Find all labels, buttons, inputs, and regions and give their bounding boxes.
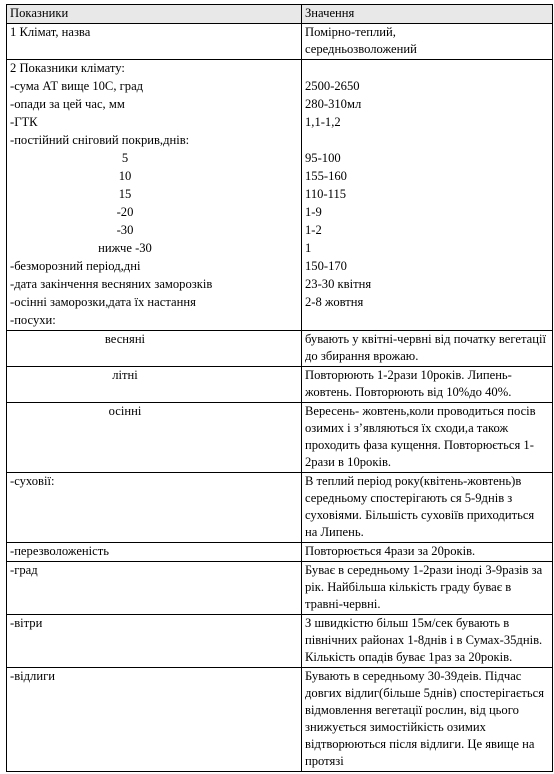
drought-season-label <box>7 331 302 367</box>
snow-days-value: 110-115 <box>302 186 553 204</box>
snow-depth-label <box>7 186 302 204</box>
row-value: 2-8 жовтня <box>302 294 553 312</box>
table-row <box>7 132 553 150</box>
climate-value-line2: середньозволожений <box>305 42 417 56</box>
drought-description: Повторюють 1-2рази 10років. Липень-жовтень. Повторюють від 10%до 40%. <box>302 367 553 403</box>
snow-depth-10: 10 <box>118 169 132 183</box>
drought-autumn: осінні <box>108 404 142 418</box>
table-row <box>7 668 553 772</box>
table-header-row <box>7 5 553 24</box>
table-row <box>7 258 553 276</box>
table-row-snow <box>7 204 553 222</box>
table-row <box>7 543 553 562</box>
table-row <box>7 562 553 615</box>
drought-description: бувають у квітні-червні від початку вегетації до збирання врожаю. <box>302 331 553 367</box>
row-label: -опади за цей час, мм <box>7 96 302 114</box>
climate-value <box>302 24 553 60</box>
table-row <box>7 294 553 312</box>
snow-depth-label <box>7 240 302 258</box>
table-row-snow <box>7 222 553 240</box>
section2-empty <box>302 60 553 79</box>
table-row-snow <box>7 240 553 258</box>
row-label: -постійний сніговий покрив,днів: <box>7 132 302 150</box>
table-row <box>7 473 553 543</box>
row-value <box>302 312 553 331</box>
header-values: Значення <box>302 5 553 24</box>
snow-depth-label <box>7 204 302 222</box>
row-value: В теплий період року(квітень-жовтень)в середньому спостерігають ся 5-9днів з суховіями. Більшість суховіїв приходиться на Липень. <box>302 473 553 543</box>
snow-depth-5: 5 <box>121 151 129 165</box>
table-row <box>7 312 553 331</box>
row-label: -відлиги <box>7 668 302 772</box>
table-row <box>7 615 553 668</box>
document-page <box>6 4 550 774</box>
snow-depth-15: 15 <box>118 187 132 201</box>
snow-days-value: 1 <box>302 240 553 258</box>
drought-season-label <box>7 367 302 403</box>
climate-label: 1 Клімат, назва <box>7 24 302 60</box>
row-label: -осінні заморозки,дата їх настання <box>7 294 302 312</box>
table-row <box>7 96 553 114</box>
table-row <box>7 78 553 96</box>
snow-days-value: 155-160 <box>302 168 553 186</box>
row-label: -град <box>7 562 302 615</box>
table-row-drought <box>7 331 553 367</box>
snow-depth-minus30: -30 <box>116 223 134 237</box>
row-value: Буває в середньому 1-2рази іноді 3-9разів за рік. Найбільша кількість граду буває в травні-червні. <box>302 562 553 615</box>
row-value <box>302 132 553 150</box>
row-value: 280-310мл <box>302 96 553 114</box>
row-label: -сума АТ вище 10С, град <box>7 78 302 96</box>
row-label: -дата закінчення весняних заморозків <box>7 276 302 294</box>
table-row <box>7 276 553 294</box>
snow-depth-label <box>7 150 302 168</box>
snow-days-value: 95-100 <box>302 150 553 168</box>
drought-description: Вересень- жовтень,коли проводиться посів озимих і з’являються їх сходи,а також проходить фаза кущення. Повторюється 1-2рази в 10років. <box>302 403 553 473</box>
row-label: -безморозний період,дні <box>7 258 302 276</box>
snow-days-value: 1-2 <box>302 222 553 240</box>
row-label: -посухи: <box>7 312 302 331</box>
row-label: -суховії: <box>7 473 302 543</box>
row-label: -ГТК <box>7 114 302 132</box>
row-label: -перезволоженість <box>7 543 302 562</box>
row-value: 23-30 квітня <box>302 276 553 294</box>
row-value: З швидкістю більш 15м/сек бувають в північних районах 1-8днів і в Сумах-35днів. Кількість опадів буває 1раз за 20років. <box>302 615 553 668</box>
row-value: Повторюється 4рази за 20років. <box>302 543 553 562</box>
table-row-section2 <box>7 60 553 79</box>
table-row-snow <box>7 168 553 186</box>
row-label: -вітри <box>7 615 302 668</box>
snow-depth-label <box>7 168 302 186</box>
row-value: Бувають в середньому 30-39деів. Підчас довгих відлиг(більше 5днів) спостерігається відмовлення вегетації рослин, від цього знижується зимостійкість озимих відтворюються після відлиги. Це явище на протязі <box>302 668 553 772</box>
drought-spring: весняні <box>104 332 146 346</box>
header-indicators: Показники <box>7 5 302 24</box>
table-row-drought <box>7 403 553 473</box>
snow-depth-label <box>7 222 302 240</box>
snow-depth-minus20: -20 <box>116 205 134 219</box>
table-row-snow <box>7 150 553 168</box>
drought-season-label <box>7 403 302 473</box>
section2-title: 2 Показники клімату: <box>7 60 302 79</box>
snow-depth-below-minus30: нижче -30 <box>98 241 152 255</box>
table-row-snow <box>7 186 553 204</box>
row-value: 150-170 <box>302 258 553 276</box>
table-row-climate <box>7 24 553 60</box>
climate-indicators-table <box>6 4 553 772</box>
climate-value-line1: Помірно-теплий, <box>305 25 396 39</box>
snow-days-value: 1-9 <box>302 204 553 222</box>
table-row <box>7 114 553 132</box>
table-row-drought <box>7 367 553 403</box>
drought-summer: літні <box>112 368 138 382</box>
row-value: 2500-2650 <box>302 78 553 96</box>
row-value: 1,1-1,2 <box>302 114 553 132</box>
